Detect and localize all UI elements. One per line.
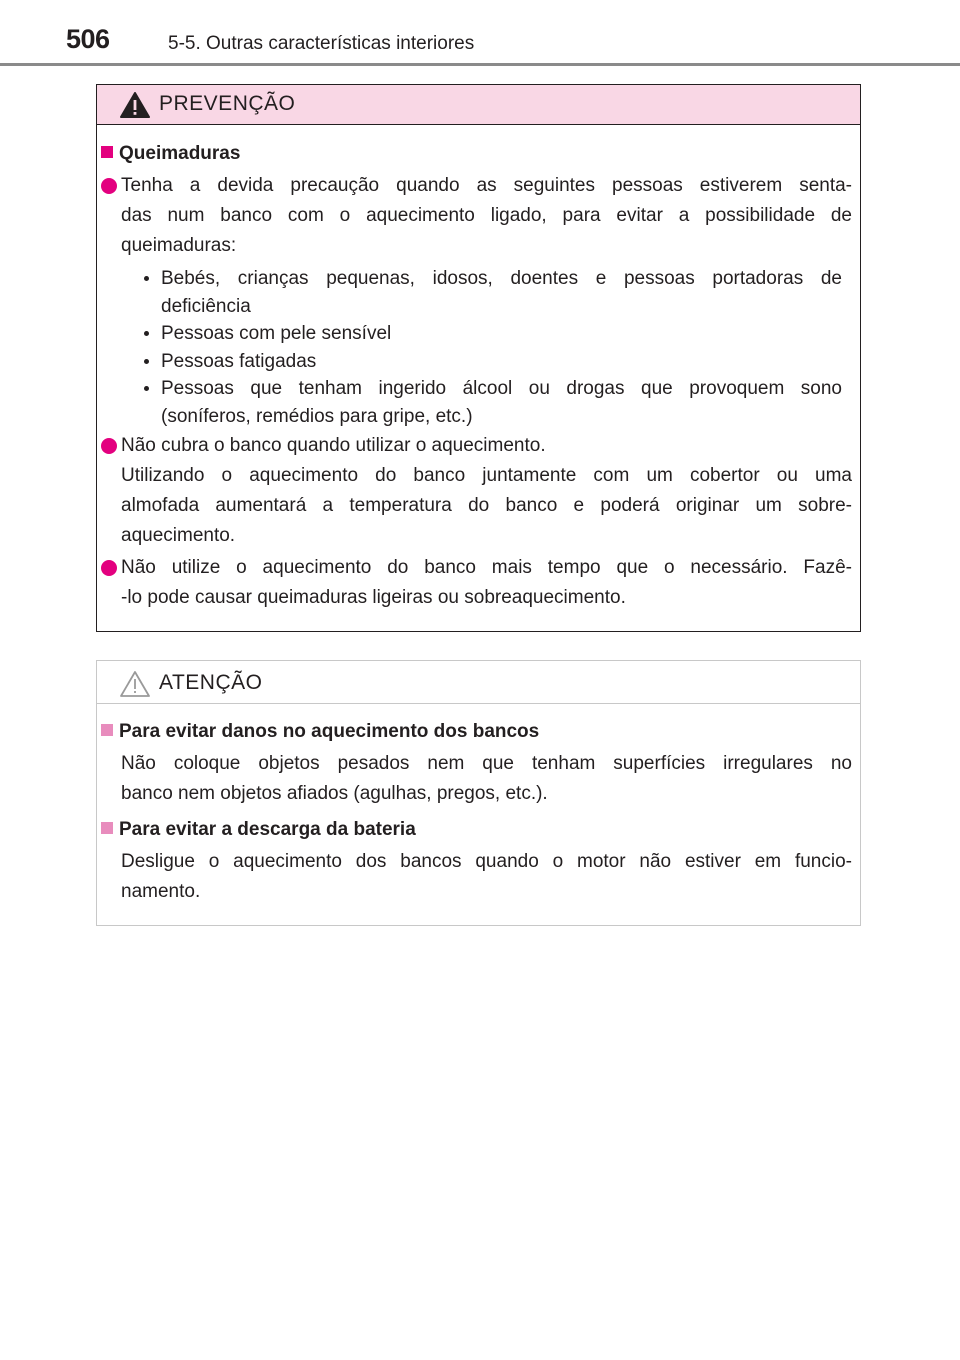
warning-item (121, 431, 852, 551)
notice-paragraph (121, 749, 852, 809)
list-item: Bebés, crianças pequenas, idosos, doentes e pessoas portadoras de deficiência (141, 265, 842, 320)
circle-bullet-icon (101, 178, 117, 194)
page-number: 506 (66, 24, 110, 54)
section-title: 5-5. Outras características interiores (168, 33, 475, 54)
page-header (0, 0, 960, 66)
circle-bullet-icon (101, 560, 117, 576)
text-line: Utilizando o aquecimento do banco juntamente com um cobertor ou uma (121, 465, 852, 486)
notice-box (96, 660, 861, 926)
square-bullet-icon (101, 822, 113, 834)
text-line: Desligue o aquecimento dos bancos quando o motor não estiver em funcio- (121, 851, 852, 872)
square-bullet-icon (101, 724, 113, 736)
text-line: Não utilize o aquecimento do banco mais tempo que o necessário. Fazê- (121, 557, 852, 578)
text-line: -lo pode causar queimaduras ligeiras ou sobreaquecimento. (121, 587, 626, 608)
circle-bullet-icon (101, 438, 117, 454)
warning-box (96, 84, 861, 632)
bullet-list (141, 265, 842, 430)
notice-box-title: ATENÇÃO (159, 671, 263, 694)
warning-item (121, 553, 852, 613)
notice-heading: Para evitar a descarga da bateria (101, 819, 416, 841)
text-line: Não coloque objetos pesados nem que tenham superfícies irregulares no (121, 753, 852, 774)
list-item: Pessoas com pele sensível (141, 320, 842, 348)
warning-triangle-icon (119, 91, 151, 119)
notice-heading: Para evitar danos no aquecimento dos bancos (101, 721, 539, 743)
text-line: Não cubra o banco quando utilizar o aquecimento. (121, 435, 546, 456)
square-bullet-icon (101, 146, 113, 158)
notice-box-header (97, 661, 860, 704)
text-line: Tenha a devida precaução quando as seguintes pessoas estiverem senta- (121, 175, 852, 196)
list-item: Pessoas que tenham ingerido álcool ou drogas que provoquem sono (soníferos, remédios para gripe, etc.) (141, 375, 842, 430)
text-line: das num banco com o aquecimento ligado, para evitar a possibilidade de (121, 205, 852, 226)
text-line: queimaduras: (121, 235, 237, 256)
warning-box-title: PREVENÇÃO (159, 92, 296, 115)
text-line: banco nem objetos afiados (agulhas, pregos, etc.). (121, 783, 548, 804)
notice-paragraph (121, 847, 852, 907)
header-divider (0, 63, 960, 66)
text-line: namento. (121, 881, 201, 902)
warning-box-header (97, 85, 860, 125)
caution-triangle-outline-icon (119, 670, 151, 698)
text-line: almofada aumentará a temperatura do banco e poderá originar um sobre- (121, 495, 852, 516)
list-item: Pessoas fatigadas (141, 348, 842, 376)
text-line: aquecimento. (121, 525, 236, 546)
warning-item (121, 171, 852, 261)
warning-heading: Queimaduras (101, 143, 240, 165)
